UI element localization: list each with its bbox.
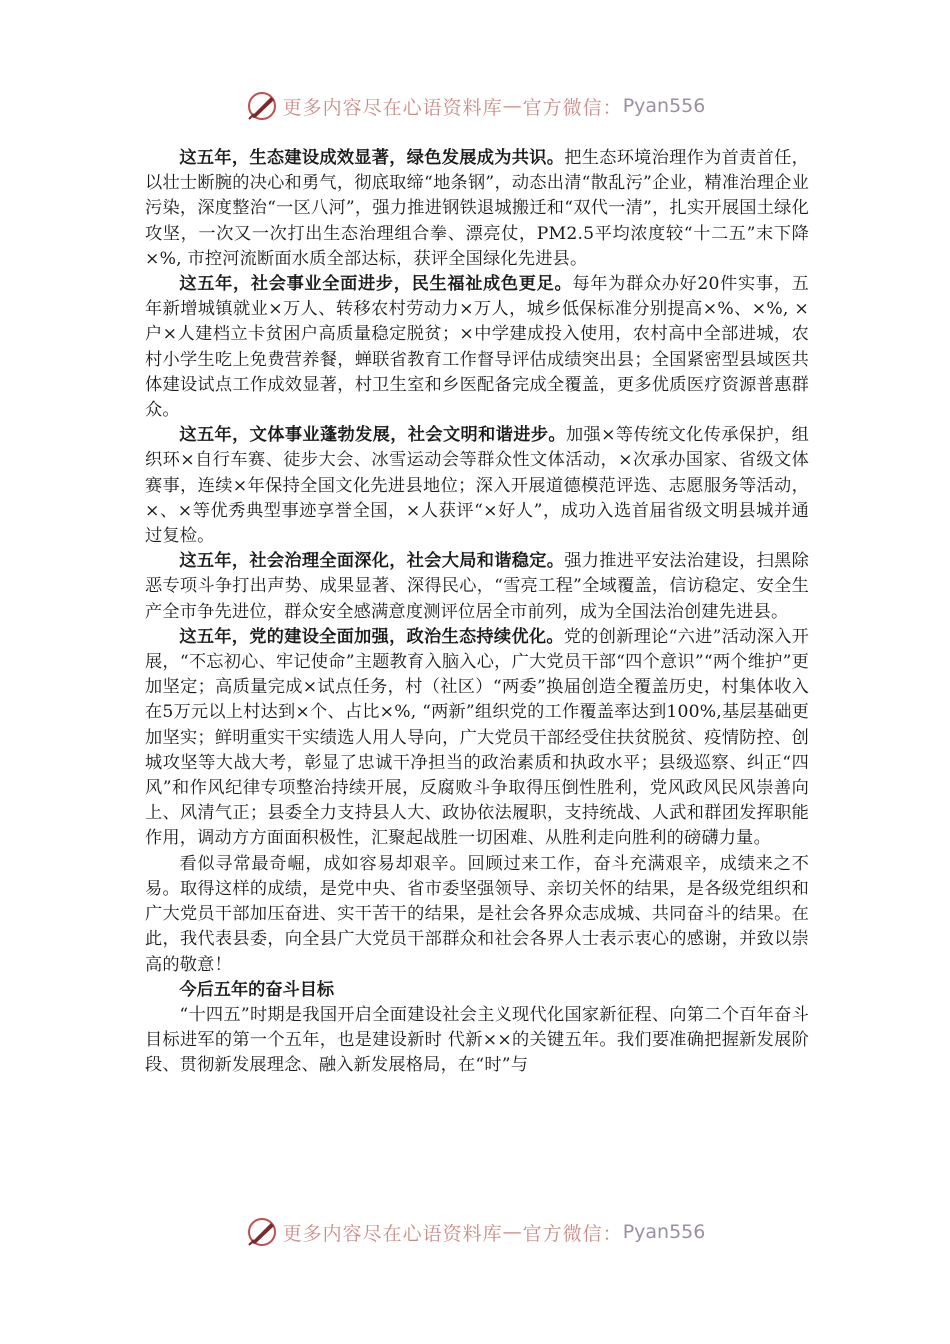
watermark-separator: —	[502, 1221, 523, 1243]
watermark-wechat-label: 官方微信：	[522, 1222, 623, 1245]
watermark-footer	[0, 1212, 950, 1252]
paragraph-fourteenth-plan: “十四五”时期是我国开启全面建设社会主义现代化国家新征程、向第二个百年奋斗目标进军的第一个五年，也是建设新时 代新××的关键五年。我们要准确把握新发展阶段、贯彻新发展理念、融入新发展格局，在“时”与	[145, 1004, 809, 1076]
watermark-text: 更多内容尽在心语资料库	[282, 1222, 503, 1245]
watermark-wechat-id: Pyan556	[622, 95, 706, 117]
paragraph-gratitude	[145, 852, 809, 978]
paragraph-text: 党的创新理论“六进”活动深入开展，“不忘初心、牢记使命”主题教育入脑入心，广大党员干部“四个意识”“两个维护”更加坚定；高质量完成×试点任务，村（社区）“两委”换届创造全覆盖历史，村集体收入在5万元以上村达到×个、占比×%, “两新”组织党的工作覆盖率达到100%,基层基础更加坚实；鲜明重实干实绩选人用人导向，广大党员干部经受住扶贫脱贫、疫情防控、创城攻坚等大战大考，彰显了忠诚干净担当的政治素质和执政水平；县级巡察、纠正“四风”和作风纪律专项整治持续开展，反腐败斗争取得压倒性胜利，党风政风民风崇善向上、风清气正；县委全力支持县人大、政协依法履职，支持统战、人武和群团发挥职能作用，调动方方面面积极性，汇聚起战胜一切困难、从胜利走向胜利的磅礴力量。	[145, 626, 810, 849]
paragraph-social-governance	[145, 549, 809, 625]
paragraph-lead: 这五年，生态建设成效显著，绿色发展成为共识。	[179, 148, 565, 168]
paragraph-party-building	[145, 625, 809, 852]
watermark-text: 更多内容尽在心语资料库	[282, 96, 503, 119]
watermark-header	[0, 86, 950, 126]
paragraph-lead: 这五年，党的建设全面加强，政治生态持续优化。	[179, 626, 564, 647]
paragraph-text: 把生态环境治理作为首责首任，以壮士断腕的决心和勇气，彻底取缔“地条钢”，动态出清“散乱污”企业，精准治理企业污染，深度整治“一区八河”，强力推进钢铁退城搬迁和“双代一清”，扎实开展国土绿化攻坚，一次又一次打出生态治理组合拳、漂亮仗，PM2.5平均浓度较“十二五”末下降×%, 市控河流断面水质全部达标，获评全国绿化先进县。	[145, 148, 809, 269]
paragraph-lead: 这五年，社会事业全面进步，民生福祉成色更足。	[179, 274, 573, 295]
paragraph-text: 强力推进平安法治建设，扫黑除恶专项斗争打出声势、成果显著、深得民心，“雪亮工程”全域覆盖，信访稳定、安全生产全市争先进位，群众安全感满意度测评位居全市前列，成为全国法治创建先进县。	[145, 551, 809, 622]
paragraph-text: 加强×等传统文化传承保护，组织环×自行车赛、徒步大会、冰雪运动会等群众性文体活动，×次承办国家、省级文体赛事，连续×年保持全国文化先进县地位；深入开展道德模范评选、志愿服务等活动，×、×等优秀典型事迹享誉全国，×人获评“×好人”，成功入选首届省级文明县城并通过复检。	[145, 425, 810, 547]
quill-logo-icon	[245, 1215, 279, 1249]
paragraph-text: 看似寻常最奇崛，成如容易却艰辛。回顾过来工作，奋斗充满艰辛，成绩来之不易。取得这样的成绩，是党中央、省市委坚强领导、亲切关怀的结果，是各级党组织和广大党员干部加压奋进、实干苦干的结果，是社会各界众志成城、共同奋斗的结果。在此，我代表县委，向全县广大党员干部群众和社会各界人士表示衷心的感谢，并致以崇高的敬意！	[145, 853, 809, 975]
watermark-separator: —	[502, 95, 523, 117]
quill-logo-icon	[245, 89, 279, 123]
paragraph-text: 每年为群众办好20件实事，五年新增城镇就业×万人、转移农村劳动力×万人，城乡低保标准分别提高×%、×%, ×户×人建档立卡贫困户高质量稳定脱贫；×中学建成投入使用，农村高中全部进城，农村小学生吃上免费营养餐，蝉联省教育工作督导评估成绩突出县；全国紧密型县域医共体建设试点工作成效显著，村卫生室和乡医配备完成全覆盖，更多优质医疗资源普惠群众。	[145, 274, 809, 421]
paragraph-lead: 这五年，文体事业蓬勃发展，社会文明和谐进步。	[179, 425, 566, 446]
paragraph-ecology	[145, 146, 809, 272]
section-heading: 今后五年的奋斗目标	[179, 979, 335, 1000]
paragraph-culture-sports	[145, 423, 809, 549]
paragraph-lead: 这五年，社会治理全面深化，社会大局和谐稳定。	[179, 551, 565, 572]
document-body	[145, 146, 809, 1079]
paragraph-social-undertakings	[145, 272, 809, 423]
watermark-wechat-label: 官方微信：	[522, 96, 623, 119]
watermark-wechat-id: Pyan556	[622, 1221, 706, 1243]
